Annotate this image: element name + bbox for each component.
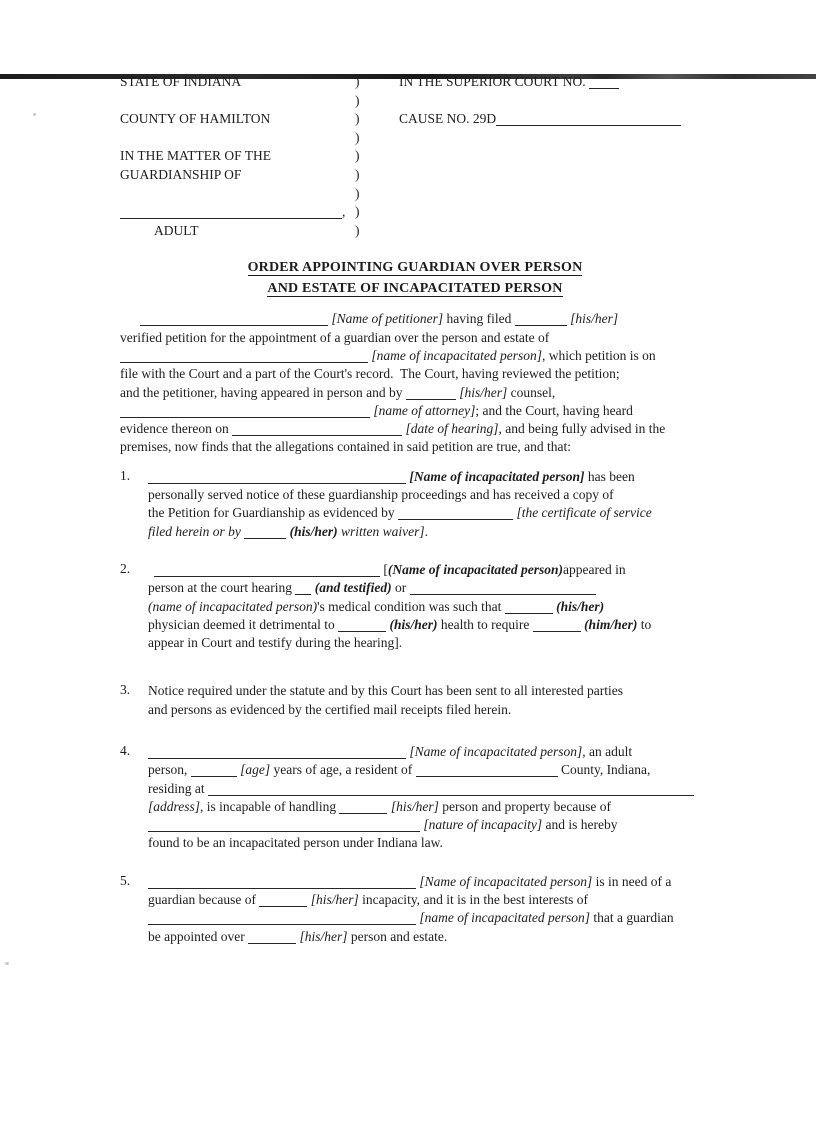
text-line xyxy=(148,561,710,579)
text-run: years of age, a resident of xyxy=(270,762,416,778)
text-run: having filed xyxy=(443,311,515,327)
text-run: the Petition for Guardianship as evidenced by xyxy=(148,505,399,521)
text-line xyxy=(148,909,710,927)
text-run: . xyxy=(424,523,428,539)
text-run: (him/her) xyxy=(584,616,638,632)
spacer xyxy=(120,322,140,323)
title-line-1: ORDER APPOINTING GUARDIAN OVER PERSON xyxy=(247,260,583,276)
caption-right-cell xyxy=(399,148,710,167)
blank-line xyxy=(154,572,380,577)
text-run: person and estate. xyxy=(347,928,448,944)
blank-line xyxy=(120,214,342,219)
text-run: health to require xyxy=(437,616,533,632)
text-run: [his/her] xyxy=(570,311,619,327)
text-run: and persons as evidenced by the certified mail receipts filed herein. xyxy=(148,701,512,717)
text-run: verified petition for the appointment of a guardian over the person and estate of xyxy=(120,329,550,345)
text-line xyxy=(148,701,710,719)
caption-right-cell xyxy=(399,167,710,186)
text-run: written waiver] xyxy=(337,523,425,539)
caption-left-cell xyxy=(120,111,355,130)
text-run: (name of incapacitated person) xyxy=(148,598,318,614)
blank-line xyxy=(338,627,386,632)
document-body xyxy=(0,74,816,946)
text-run: [Name of incapacitated person] xyxy=(409,743,583,759)
text-run: COUNTY OF HAMILTON xyxy=(120,111,271,127)
finding-item-5 xyxy=(120,873,710,946)
caption-left-cell xyxy=(120,74,355,93)
text-run: residing at xyxy=(148,780,208,796)
finding-item-1 xyxy=(120,468,710,541)
text-run: ADULT xyxy=(154,222,199,238)
findings-list xyxy=(120,468,710,946)
item-body xyxy=(148,561,710,652)
text-run: appeared in xyxy=(562,561,626,577)
text-run: [age] xyxy=(240,762,271,778)
text-line xyxy=(148,634,710,652)
text-run: and the petitioner, having appeared in person and by xyxy=(120,384,406,400)
item-number: 1. xyxy=(120,467,131,483)
finding-item-3 xyxy=(120,682,710,719)
caption-left-cell xyxy=(120,93,355,112)
caption-paren: ) xyxy=(355,129,360,145)
text-line xyxy=(120,365,710,383)
caption-paren: ) xyxy=(355,222,360,238)
caption-left-cell xyxy=(120,167,355,186)
blank-line xyxy=(496,121,681,126)
blank-line xyxy=(515,321,567,326)
text-run: ; and the Court, having heard xyxy=(475,402,633,418)
text-run: County, Indiana, xyxy=(557,762,651,778)
text-run: [Name of petitioner] xyxy=(331,311,444,327)
text-run: [Name of incapacitated person] xyxy=(419,873,593,889)
text-run: [his/her] xyxy=(390,798,439,814)
text-run: , and being fully advised in the xyxy=(498,421,666,437)
caption-paren: ) xyxy=(355,111,360,127)
text-line xyxy=(148,616,710,634)
text-line xyxy=(148,504,710,522)
blank-line xyxy=(120,413,370,418)
text-run: IN THE SUPERIOR COURT NO. xyxy=(399,74,589,89)
caption-right-cell xyxy=(399,93,710,112)
text-line xyxy=(148,682,710,700)
item-body xyxy=(148,682,710,719)
text-run: has been xyxy=(584,468,635,484)
text-run: [Name of incapacitated person] xyxy=(409,468,585,484)
blank-line xyxy=(410,590,596,595)
text-run: , which petition is on xyxy=(541,347,656,363)
blank-line xyxy=(339,809,387,814)
text-line xyxy=(148,891,710,909)
blank-line xyxy=(191,772,237,777)
text-run: guardian because of xyxy=(148,892,260,908)
item-number: 5. xyxy=(120,872,131,888)
text-run: , an adult xyxy=(582,743,633,759)
text-line xyxy=(120,438,710,456)
text-run: [name of incapacitated person] xyxy=(371,347,542,363)
text-run: is in need of a xyxy=(592,873,672,889)
text-run: STATE OF INDIANA xyxy=(120,74,242,89)
blank-line xyxy=(533,627,581,632)
text-run: personally served notice of these guardianship proceedings and has received a copy of xyxy=(148,487,614,503)
text-run: [his/her] xyxy=(310,892,359,908)
court-caption xyxy=(120,74,710,241)
title-line-2: AND ESTATE OF INCAPACITATED PERSON xyxy=(267,280,563,296)
blank-line xyxy=(248,939,296,944)
text-run: [nature of incapacity] xyxy=(423,817,543,833)
blank-line xyxy=(148,479,406,484)
caption-left-cell xyxy=(120,186,355,205)
blank-line xyxy=(589,84,619,89)
item-number: 2. xyxy=(120,560,131,576)
blank-line xyxy=(232,431,402,436)
text-run: [address] xyxy=(148,798,201,814)
text-line xyxy=(120,402,710,420)
blank-line xyxy=(148,920,416,925)
text-run: Notice required under the statute and by this Court has been sent to all interested parties xyxy=(148,683,623,699)
caption-paren: ) xyxy=(355,166,360,182)
text-run: person, xyxy=(148,762,191,778)
text-run: (his/her) xyxy=(289,523,338,539)
text-run: (his/her) xyxy=(556,598,605,614)
finding-item-4 xyxy=(120,743,710,853)
blank-line xyxy=(120,358,368,363)
text-run: appear in Court and testify during the hearing]. xyxy=(148,635,403,651)
caption-paren: ) xyxy=(355,92,360,108)
text-run: 's medical condition was such that xyxy=(317,598,505,614)
text-run: physician deemed it detrimental to xyxy=(148,616,339,632)
item-body xyxy=(148,873,710,946)
text-line xyxy=(120,310,710,328)
text-line xyxy=(120,384,710,402)
text-run: incapacity, and it is in the best interests of xyxy=(358,892,589,908)
text-run: [ xyxy=(380,561,388,577)
text-run: CAUSE NO. 29D xyxy=(399,111,497,127)
text-run: file with the Court and a part of the Court's record. The Court, having reviewed the petition; xyxy=(120,366,620,382)
text-run: , xyxy=(342,204,346,220)
blank-line xyxy=(148,884,416,889)
text-run: (and testified) xyxy=(314,580,392,596)
caption-paren: ) xyxy=(355,74,360,89)
spacer xyxy=(120,234,154,235)
text-run: and is hereby xyxy=(542,817,618,833)
text-run: be appointed over xyxy=(148,928,249,944)
text-line xyxy=(148,873,710,891)
text-run: (Name of incapacitated person) xyxy=(387,561,563,577)
text-run: [his/her] xyxy=(459,384,508,400)
text-run: [date of hearing] xyxy=(405,421,499,437)
caption-right-cell xyxy=(399,130,710,149)
text-run: person at the court hearing xyxy=(148,580,296,596)
text-line xyxy=(120,347,710,365)
item-number: 4. xyxy=(120,742,131,758)
text-line xyxy=(148,523,710,541)
caption-left-cell xyxy=(120,204,355,223)
blank-line xyxy=(295,590,311,595)
text-line xyxy=(148,579,710,597)
caption-paren: ) xyxy=(355,148,360,164)
caption-left-cell xyxy=(120,223,355,242)
blank-line xyxy=(244,534,286,539)
text-line xyxy=(148,798,710,816)
text-run: found to be an incapacitated person under Indiana law. xyxy=(148,835,443,851)
caption-right-cell xyxy=(399,223,710,242)
caption-left-cell xyxy=(120,130,355,149)
text-line xyxy=(120,420,710,438)
caption-right-cell xyxy=(399,74,710,93)
text-line xyxy=(148,743,710,761)
text-line xyxy=(148,816,710,834)
text-run: [name of attorney] xyxy=(373,402,476,418)
caption-right-cell xyxy=(399,111,710,130)
text-line xyxy=(148,780,710,798)
text-run: (his/her) xyxy=(389,616,438,632)
text-run: GUARDIANSHIP OF xyxy=(120,166,242,182)
caption-paren: ) xyxy=(355,185,360,201)
blank-line xyxy=(148,827,420,832)
text-run: [name of incapacitated person] xyxy=(419,910,590,926)
blank-line xyxy=(208,791,694,796)
text-run: that a guardian xyxy=(589,910,674,926)
scanned-court-form-page xyxy=(0,74,816,1130)
text-line xyxy=(148,928,710,946)
opening-paragraph xyxy=(120,310,710,456)
blank-line xyxy=(406,395,456,400)
caption-right-cell xyxy=(399,186,710,205)
text-run: [the certificate of service xyxy=(516,505,652,521)
text-run: IN THE MATTER OF THE xyxy=(120,148,271,164)
text-run: evidence thereon on xyxy=(120,421,233,437)
text-line xyxy=(148,761,710,779)
text-run: to xyxy=(637,616,652,632)
item-body xyxy=(148,743,710,853)
text-line xyxy=(148,598,710,616)
text-line xyxy=(148,834,710,852)
blank-line xyxy=(505,609,553,614)
finding-item-2 xyxy=(120,561,710,652)
text-line xyxy=(148,468,710,486)
text-run: person and property because of xyxy=(438,798,611,814)
blank-line xyxy=(259,902,307,907)
text-run: premises, now finds that the allegations contained in said petition are true, and that: xyxy=(120,439,572,455)
item-number: 3. xyxy=(120,682,131,698)
text-line xyxy=(148,486,710,504)
caption-left-cell xyxy=(120,148,355,167)
text-run: , is incapable of handling xyxy=(200,798,340,814)
blank-line xyxy=(148,754,406,759)
text-run: filed herein or by xyxy=(148,523,245,539)
item-body xyxy=(148,468,710,541)
text-run: [his/her] xyxy=(299,928,348,944)
text-line xyxy=(120,329,710,347)
caption-right-cell xyxy=(399,204,710,223)
document-title xyxy=(120,257,710,298)
blank-line xyxy=(398,515,513,520)
blank-line xyxy=(140,321,328,326)
scan-speck xyxy=(5,962,9,965)
caption-paren: ) xyxy=(355,204,360,220)
text-run: counsel, xyxy=(507,384,556,400)
blank-line xyxy=(416,772,558,777)
text-run: or xyxy=(391,580,410,596)
